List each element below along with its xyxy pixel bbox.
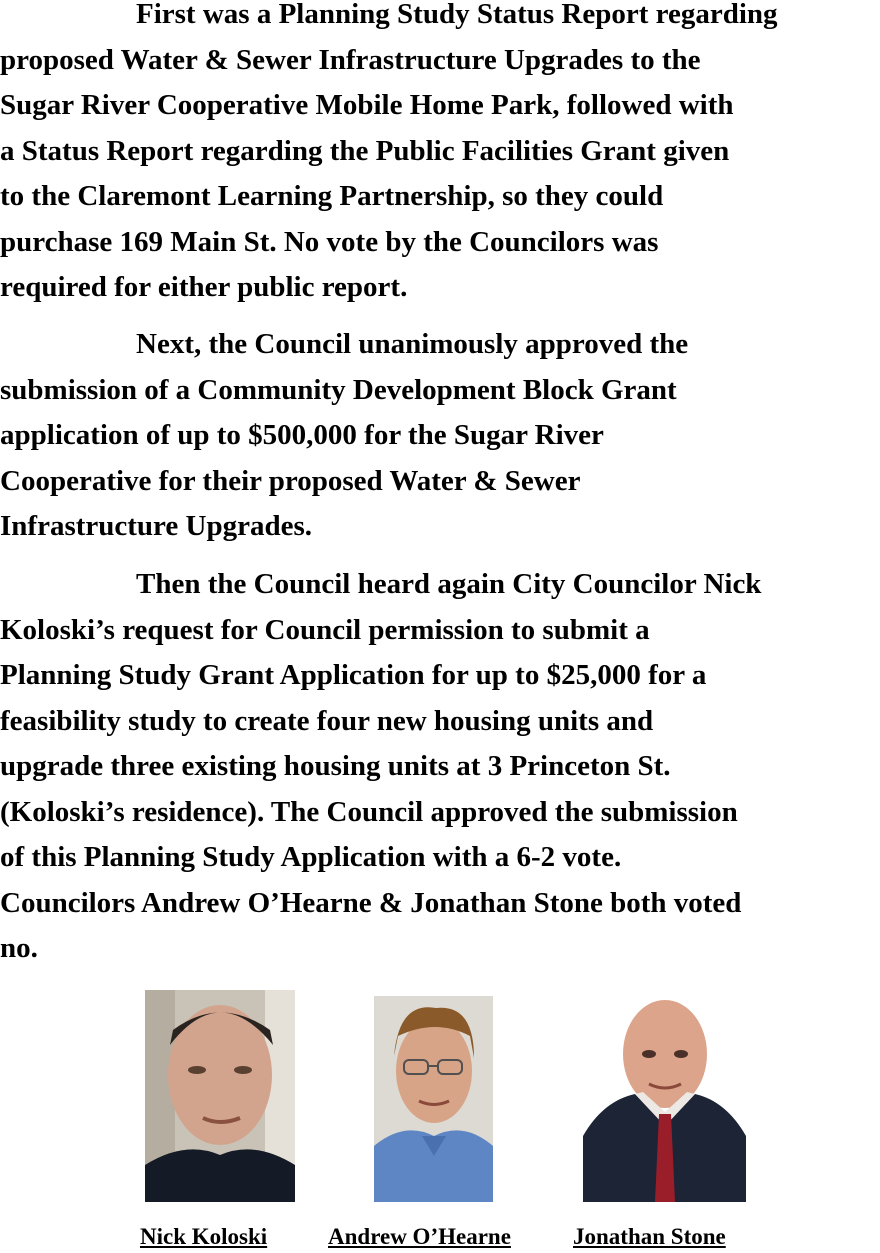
text-line: Councilors Andrew O’Hearne & Jonathan Stone both voted [0,886,742,919]
text-line: submission of a Community Development Block Grant [0,373,677,406]
portrait-photo-jonathan-stone [583,996,746,1202]
portrait-icon [583,996,746,1202]
portrait-photo-nick-koloski [145,990,295,1202]
text-line: proposed Water & Sewer Infrastructure Upgrades to the [0,43,701,76]
portrait-icon [145,990,295,1202]
text-line: Cooperative for their proposed Water & Sewer [0,464,581,497]
text-line: to the Claremont Learning Partnership, so they could [0,180,664,212]
text-line: no. [0,932,38,964]
text-line: Sugar River Cooperative Mobile Home Park, followed with [0,89,734,121]
caption-andrew-ohearne: Andrew O’Hearne [328,1224,511,1249]
paragraph-cdbg-approval [0,322,688,550]
text-line: purchase 169 Main St. No vote by the Councilors was [0,225,659,258]
text-line: required for either public report. [0,271,408,303]
text-line: of this Planning Study Application with a 6-2 vote. [0,841,622,873]
paragraph-planning-study [0,562,761,972]
text-line: Next, the Council unanimously approved the [136,328,689,360]
text-line: a Status Report regarding the Public Facilities Grant given [0,134,730,167]
caption-jonathan-stone: Jonathan Stone [573,1224,726,1249]
text-line: First was a Planning Study Status Report regarding [136,0,778,30]
text-line: (Koloski’s residence). The Council approved the submission [0,795,738,828]
text-line: Then the Council heard again City Councilor Nick [136,568,762,600]
caption-nick-koloski: Nick Koloski [140,1224,268,1249]
text-line: Koloski’s request for Council permission to submit a [0,613,650,646]
text-line: Planning Study Grant Application for up to $25,000 for a [0,659,707,691]
text-line: upgrade three existing housing units at 3 Princeton St. [0,750,671,782]
portrait-photo-andrew-ohearne [374,996,493,1202]
text-line: application of up to $500,000 for the Sugar River [0,419,604,451]
text-line: Infrastructure Upgrades. [0,510,312,542]
text-line: feasibility study to create four new housing units and [0,704,654,737]
portrait-icon [374,996,493,1202]
paragraph-status-reports [0,0,778,311]
